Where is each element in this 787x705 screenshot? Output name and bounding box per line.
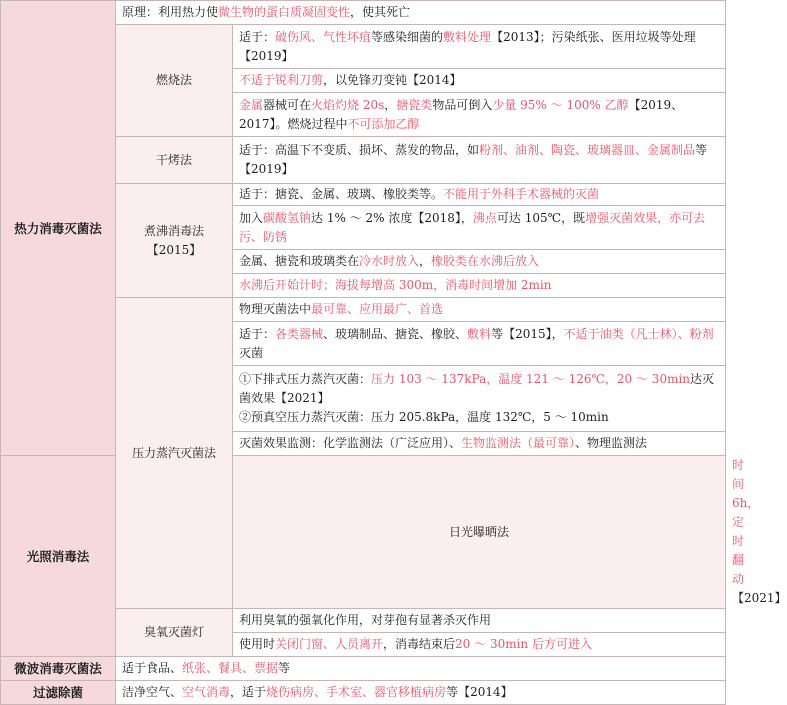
body-text: 【2019、2017】。燃烧过程中 [239, 97, 684, 131]
category-heat: 热力消毒灭菌法 [1, 1, 116, 456]
method-sun: 日光曝晒法 [233, 456, 726, 609]
boiling-timing [233, 274, 726, 298]
highlight-text: 沸点 [472, 210, 497, 225]
boiling-loading [233, 250, 726, 274]
highlight-text: 敷料 [467, 326, 492, 341]
ozone-usage [233, 633, 726, 657]
body-text: 【2013】；污染纸张、医用垃圾等处理【2019】 [239, 29, 696, 63]
highlight-text: 破伤风、气性坏疽 [275, 29, 372, 44]
method-boiling-year: 【2015】 [146, 242, 202, 257]
body-text: 【2021】 [732, 591, 787, 605]
method-boiling-label: 煮沸消毒法 [143, 223, 204, 238]
burning-procedure [233, 93, 726, 137]
body-text: 可达 105℃，既 [496, 210, 586, 225]
steam-prevacuum [239, 408, 719, 427]
highlight-text: 金属 [239, 97, 264, 112]
filtration-application [116, 681, 726, 705]
body-text: 达灭菌效果【2021】 [239, 372, 715, 405]
steam-monitoring [233, 432, 726, 456]
ozone-mechanism [233, 609, 726, 633]
method-boiling [116, 184, 233, 298]
highlight-text: 不可添加乙醇 [347, 116, 420, 131]
body-text: ，使其死亡 [350, 5, 411, 19]
steam-parameters [233, 366, 726, 432]
table-row [1, 681, 726, 705]
body-text: 等 [278, 661, 291, 675]
body-text: 洁净空气、 [122, 685, 183, 699]
boiling-additive [233, 206, 726, 250]
body-text: 适于食品、 [122, 661, 183, 675]
table-row [1, 456, 726, 609]
method-ozone: 臭氧灭菌灯 [116, 609, 233, 657]
highlight-text: 少量 95% ～ 100% 乙醇 [492, 97, 629, 112]
burning-restriction [233, 69, 726, 93]
highlight-text: 烧伤病房、手术室、器官移植病房 [266, 685, 447, 699]
highlight-text: 不适于油类（凡士林）、粉剂 [563, 326, 714, 341]
boiling-application [233, 184, 726, 206]
highlight-text: 压力 103 ～ 137kPa，温度 121 ～ 126℃，20 ～ 30min [371, 372, 691, 386]
table-row [1, 1, 726, 25]
highlight-text: 火焰灼烧 20s [311, 97, 385, 112]
body-text: 等【2015】， [491, 326, 564, 341]
body-text: 原理：利用热力使 [122, 5, 219, 19]
principle-text [116, 1, 726, 25]
highlight-text: 增强灭菌效果，亦可去污、防锈 [239, 210, 706, 244]
highlight-text: 敷料处理 [443, 29, 492, 44]
body-text: ①下排式压力蒸汽灭菌： [239, 372, 372, 386]
highlight-text: 橡胶类在水沸后放入 [431, 254, 540, 268]
method-pressure-steam: 压力蒸汽灭菌法 [116, 298, 233, 609]
highlight-text: 20 ～ 30min 后方可进入 [455, 637, 592, 651]
steam-overview [233, 298, 726, 322]
body-text: 适于： [239, 326, 276, 341]
body-text: 器械可在 [263, 97, 312, 112]
body-text: ，适于 [230, 685, 267, 699]
body-text: 等【2014】 [446, 685, 513, 699]
body-text: 达 1% ～ 2% 浓度【2018】， [311, 210, 473, 225]
body-text: 适于：搪瓷、金属、玻璃、橡胶类等。 [239, 187, 444, 201]
body-text: ， [384, 97, 397, 112]
highlight-text: 关闭门窗、人员离开 [275, 637, 384, 651]
highlight-text: 最可靠、应用最广、首选 [311, 302, 444, 316]
burning-application [233, 25, 726, 69]
body-text: 利用臭氧的强氧化作用，对芽孢有显著杀灭作用 [239, 613, 492, 627]
highlight-text: 不适于锐利刀剪 [239, 73, 324, 87]
body-text: 等【2019】 [239, 143, 708, 176]
body-text: 物品可倒入 [432, 97, 493, 112]
steam-application [233, 322, 726, 366]
body-text: ②预真空压力蒸汽灭菌：压力 205.8kPa，温度 132℃，5 ～ 10min [239, 410, 609, 424]
method-dry-heat: 干烤法 [116, 137, 233, 184]
body-text: 等感染细菌的 [371, 29, 444, 44]
body-text: 、物理监测法 [575, 436, 648, 450]
dry-heat-application [233, 137, 726, 184]
body-text: 适于：高温下不变质、损坏、蒸发的物品，如 [239, 143, 480, 157]
highlight-text: 粉剂、油剂、陶瓷、玻璃器皿、金属制品 [479, 143, 696, 157]
highlight-text: 各类器械 [275, 326, 324, 341]
body-text: 适于： [239, 29, 276, 44]
body-text: 灭菌效果监测：化学监测法（广泛应用）、 [239, 436, 462, 450]
highlight-text: 冷水时放入 [359, 254, 420, 268]
method-burning: 燃烧法 [116, 25, 233, 137]
category-filtration: 过滤除菌 [1, 681, 116, 705]
highlight-text: 时间 6h，定时翻动 [732, 458, 760, 586]
body-text: ，以免锋刃变钝【2014】 [323, 73, 462, 87]
highlight-text: 生物监测法（最可靠） [461, 436, 576, 450]
highlight-text: 纸张、餐具、票据 [182, 661, 279, 675]
body-text: 、玻璃制品、搪瓷、橡胶、 [323, 326, 468, 341]
category-microwave: 微波消毒灭菌法 [1, 657, 116, 681]
body-text: 物理灭菌法中 [239, 302, 312, 316]
highlight-text: 空气消毒 [182, 685, 231, 699]
table-row [1, 657, 726, 681]
steam-downward [239, 370, 719, 408]
body-text: 金属、搪瓷和玻璃类在 [239, 254, 360, 268]
body-text: 使用时 [239, 637, 276, 651]
highlight-text: 微生物的蛋白质凝固变性 [218, 5, 351, 19]
body-text: ，消毒结束后 [383, 637, 456, 651]
highlight-text: 水沸后开始计时；海拔每增高 300m，消毒时间增加 2min [239, 278, 552, 292]
highlight-text: 搪瓷类 [396, 97, 433, 112]
body-text: 灭菌 [239, 345, 264, 360]
microwave-application [116, 657, 726, 681]
highlight-text: 不能用于外科手术器械的灭菌 [443, 187, 600, 201]
body-text: ， [419, 254, 432, 268]
category-light: 光照消毒法 [1, 456, 116, 657]
body-text: 加入 [239, 210, 264, 225]
highlight-text: 碳酸氢钠 [263, 210, 312, 225]
